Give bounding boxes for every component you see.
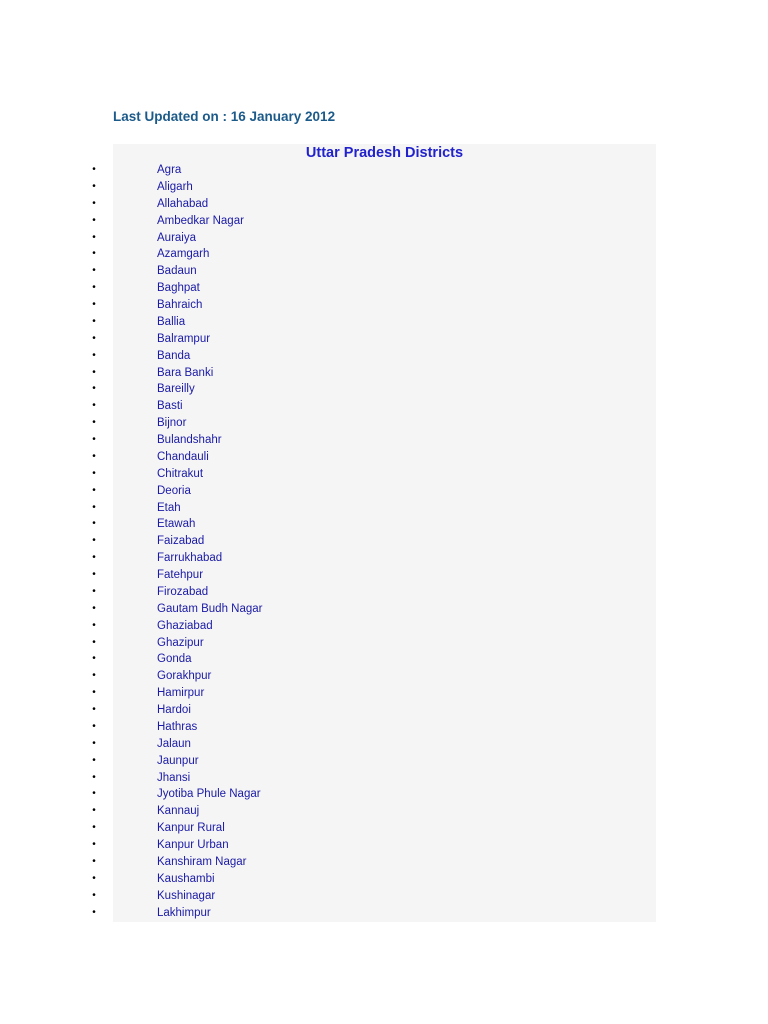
district-link[interactable]: Bara Banki <box>157 366 214 379</box>
list-item <box>0 685 660 702</box>
list-item <box>0 567 660 584</box>
list-item <box>0 162 660 179</box>
district-link[interactable]: Kannauj <box>157 805 200 818</box>
bullet-icon: • <box>92 164 96 175</box>
district-link[interactable]: Kanpur Urban <box>157 839 229 851</box>
bullet-icon: • <box>92 400 96 412</box>
bullet-icon: • <box>92 636 96 648</box>
bullet-icon: • <box>92 670 96 682</box>
list-item <box>0 516 660 533</box>
district-link[interactable]: Etawah <box>157 518 196 531</box>
section-title: Uttar Pradesh Districts <box>305 145 464 161</box>
district-link[interactable]: Hathras <box>157 720 198 733</box>
bullet-icon: • <box>92 197 96 209</box>
district-link[interactable]: Bahraich <box>157 299 203 311</box>
district-link[interactable]: Balrampur <box>157 332 211 345</box>
list-item <box>0 246 660 263</box>
bullet-icon: • <box>92 299 96 310</box>
bullet-icon: • <box>92 569 96 580</box>
district-link[interactable]: Aligarh <box>157 180 193 193</box>
list-item <box>0 770 660 787</box>
list-item <box>0 297 660 314</box>
bullet-icon: • <box>92 282 96 294</box>
bullet-icon: • <box>92 889 96 901</box>
list-item <box>0 314 660 331</box>
list-item <box>0 786 660 803</box>
bullet-icon: • <box>92 720 96 732</box>
district-link[interactable]: Banda <box>157 349 191 362</box>
district-link[interactable]: Jhansi <box>157 771 191 784</box>
district-link[interactable]: Basti <box>157 400 183 413</box>
list-item <box>0 365 660 382</box>
list-item <box>0 736 660 753</box>
bullet-icon: • <box>92 467 96 479</box>
bullet-icon: • <box>92 501 96 513</box>
bullet-icon: • <box>92 518 96 530</box>
list-item <box>0 415 660 432</box>
district-link[interactable]: Jyotiba Phule Nagar <box>157 788 261 801</box>
list-item <box>0 702 660 719</box>
bullet-icon: • <box>92 737 96 749</box>
district-link[interactable]: Etah <box>157 501 181 514</box>
list-item <box>0 905 660 922</box>
district-link[interactable]: Bulandshahr <box>157 434 222 446</box>
list-item <box>0 533 660 550</box>
list-item <box>0 196 660 213</box>
district-link[interactable]: Faizabad <box>157 535 205 548</box>
district-link[interactable]: Fatehpur <box>157 569 204 581</box>
bullet-icon: • <box>92 754 96 766</box>
district-link[interactable]: Ghazipur <box>157 636 204 649</box>
list-item <box>0 719 660 736</box>
list-item <box>0 871 660 888</box>
list-item <box>0 331 660 348</box>
district-link[interactable]: Agra <box>157 164 182 176</box>
bullet-icon: • <box>92 535 96 547</box>
list-item <box>0 449 660 466</box>
district-link[interactable]: Gorakhpur <box>157 670 212 683</box>
district-list <box>0 162 660 921</box>
bullet-icon: • <box>92 349 96 361</box>
list-item <box>0 550 660 567</box>
bullet-icon: • <box>92 822 96 834</box>
district-link[interactable]: Jalaun <box>157 737 191 750</box>
last-updated-text: Last Updated on : 16 January 2012 <box>113 109 336 124</box>
bullet-icon: • <box>92 484 96 496</box>
district-link[interactable]: Kaushambi <box>157 872 215 885</box>
bullet-icon: • <box>92 805 96 817</box>
list-item <box>0 618 660 635</box>
district-link[interactable]: Ambedkar Nagar <box>157 214 244 227</box>
list-item <box>0 820 660 837</box>
district-link[interactable]: Chandauli <box>157 450 209 463</box>
list-item <box>0 837 660 854</box>
list-item <box>0 280 660 297</box>
bullet-icon: • <box>92 872 96 884</box>
district-link[interactable]: Bareilly <box>157 383 195 396</box>
bullet-icon: • <box>92 906 96 918</box>
bullet-icon: • <box>92 771 96 783</box>
list-item <box>0 668 660 685</box>
bullet-icon: • <box>92 383 96 395</box>
bullet-icon: • <box>92 434 96 445</box>
bullet-icon: • <box>92 552 96 564</box>
district-link[interactable]: Jaunpur <box>157 754 199 767</box>
district-link[interactable]: Chitrakut <box>157 467 204 480</box>
bullet-icon: • <box>92 619 96 631</box>
bullet-icon: • <box>92 704 96 715</box>
list-item <box>0 635 660 652</box>
list-item <box>0 381 660 398</box>
district-link[interactable]: Badaun <box>157 265 197 278</box>
bullet-icon: • <box>92 788 96 800</box>
list-item <box>0 803 660 820</box>
bullet-icon: • <box>92 602 96 614</box>
district-link[interactable]: Gautam Budh Nagar <box>157 602 263 615</box>
bullet-icon: • <box>92 231 96 243</box>
district-link[interactable]: Auraiya <box>157 231 196 244</box>
list-item <box>0 888 660 905</box>
district-link[interactable]: Bijnor <box>157 417 187 430</box>
bullet-icon: • <box>92 180 96 192</box>
list-item <box>0 854 660 871</box>
bullet-icon: • <box>92 417 96 429</box>
bullet-icon: • <box>92 366 96 378</box>
district-link[interactable]: Hamirpur <box>157 687 205 700</box>
bullet-icon: • <box>92 214 96 226</box>
district-link[interactable]: Kanshiram Nagar <box>157 855 247 868</box>
bullet-icon: • <box>92 248 96 260</box>
bullet-icon: • <box>92 332 96 344</box>
bullet-icon: • <box>92 839 96 850</box>
list-item <box>0 483 660 500</box>
list-item <box>0 466 660 483</box>
list-item <box>0 601 660 618</box>
district-link[interactable]: Allahabad <box>157 197 209 210</box>
list-item <box>0 213 660 230</box>
list-item <box>0 348 660 365</box>
list-item <box>0 398 660 415</box>
list-item <box>0 753 660 770</box>
district-link[interactable]: Kanpur Rural <box>157 822 225 835</box>
list-item <box>0 584 660 601</box>
district-link[interactable]: Deoria <box>157 484 191 497</box>
bullet-icon: • <box>92 585 96 597</box>
bullet-icon: • <box>92 265 96 277</box>
list-item <box>0 263 660 280</box>
district-link[interactable]: Hardoi <box>157 704 191 716</box>
bullet-icon: • <box>92 450 96 462</box>
list-item <box>0 179 660 196</box>
district-link[interactable]: Farrukhabad <box>157 552 223 565</box>
list-item <box>0 651 660 668</box>
list-item <box>0 230 660 247</box>
district-link[interactable]: Lakhimpur <box>157 906 211 919</box>
district-link[interactable]: Gonda <box>157 653 192 666</box>
list-item <box>0 432 660 449</box>
bullet-icon: • <box>92 687 96 699</box>
list-item <box>0 500 660 517</box>
bullet-icon: • <box>92 653 96 665</box>
district-link[interactable]: Kushinagar <box>157 889 216 902</box>
bullet-icon: • <box>92 855 96 867</box>
district-link[interactable]: Baghpat <box>157 282 200 295</box>
district-link[interactable]: Firozabad <box>157 585 209 598</box>
district-link[interactable]: Ballia <box>157 315 186 328</box>
district-link[interactable]: Ghaziabad <box>157 619 213 632</box>
bullet-icon: • <box>92 315 96 327</box>
district-link[interactable]: Azamgarh <box>157 248 210 261</box>
